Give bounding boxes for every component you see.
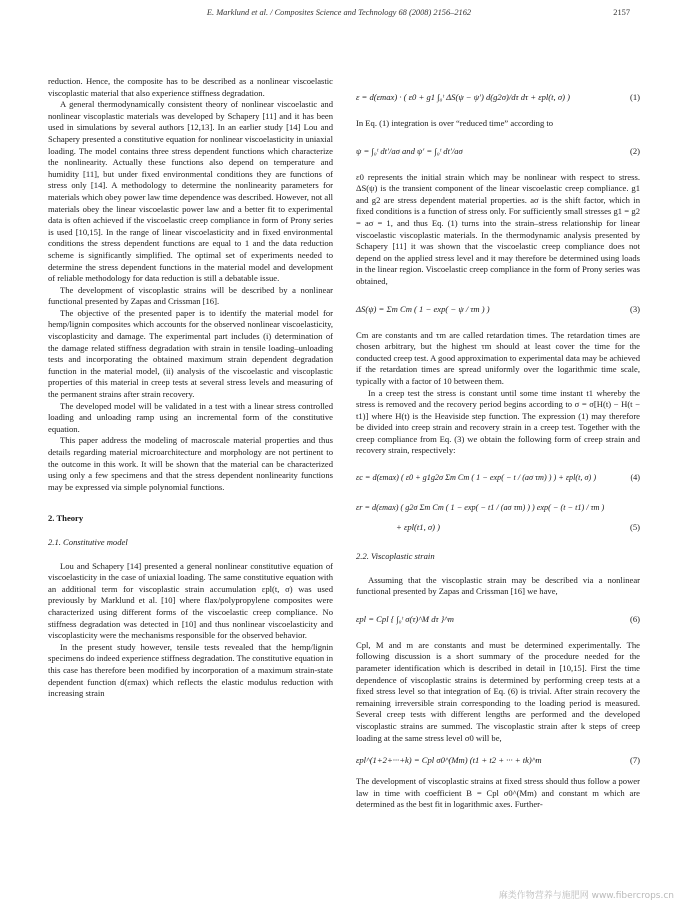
equation-body: εpl = Cpl { ∫₀ᵗ σ(τ)^M dτ }^m [356,613,455,624]
equation-body: ε = d(εmax) · ( ε0 + g1 ∫₀ᵗ ΔS(ψ − ψ′) d(g2σ)/dτ dτ + εpl(t, σ) ) [356,92,570,102]
equation-number: (5) [629,522,640,533]
paragraph: Assuming that the viscoplastic strain may be described via a nonlinear functional presented by Zapas and Crissman [16] we have, [356,574,640,597]
paragraph: In a creep test the stress is constant until some time instant t1 whereby the stress is removed and the recovery period begins according to σ = σ[H(t) − H(t − t1)] where H(t) is the Heaviside step function. The expression (1) may therefore be divided into creep strain and recovery strain in a creep test. Together with the creep compliance from Eq. (3) we obtain the following form of creep strain and recovery strain, respectively: [356,387,640,456]
paragraph: In Eq. (1) integration is over “reduced time” according to [356,118,554,128]
paragraph: The development of viscoplastic strains will be described by a nonlinear functional presented by Zapas and Crissman [16]. [48,284,333,307]
equation-3 [356,294,640,324]
right-column [356,76,640,811]
equation-body: εc = d(εmax) ( ε0 + g1g2σ Σm Cm ( 1 − exp( − t / (aσ τm) ) ) + εpl(t, σ) ) [356,473,597,483]
paragraph: reduction. Hence, the composite has to be described as a nonlinear viscoelastic viscoplastic material that also experience stiffness degradation. [48,76,333,98]
paragraph: This paper address the modeling of macroscale material properties and thus details regarding material microarchitecture and morphology are not pertinent to the outcome in this work. It will be shown that the material can be characterized using only a few specimens and that the stress dependent nonlinearity functions may be expressed via simple polynomial functions. [48,435,333,492]
equation-4 [356,463,640,493]
subsection-heading: 2.2. Viscoplastic strain [356,551,435,562]
equation-2 [356,136,640,166]
paragraph: In the present study however, tensile tests revealed that the hemp/lignin specimens do indeed experience stiffness degradation. The constitutive equation in this case has therefore been modified by incorporation of a maximum strain-state dependent function d(εmax) which reflects the elastic modulus reduction with increasing strain [48,641,333,699]
watermark-text: 麻类作物营养与施肥网 www.fibercrops.cn [498,891,674,901]
equation-body: ψ = ∫₀ᵗ dt′/aσ and ψ′ = ∫₀ᵗ dt′/aσ [356,145,463,156]
paragraph: A general thermodynamically consistent theory of nonlinear viscoelastic and nonlinear viscoplastic materials was developed by Schapery [11] and it has been used in simulations by several authors [12,13]. In an earlier study [14] Lou and Schapery presented a constitutive equation for nonlinear viscoelasticity in uniaxial loading. The model contains three stress dependent functions which characterize the nonlinearity. Actually these functions also depend on temperature and humidity [11], but under fixed environmental conditions they are functions of stress only [14]. A methodology to determine the nonlinearity parameters for materials which obey power law time dependence was described. However, not all materials obey the linear viscoelastic power law and a better fit to experimental data is often achieved if the viscoelastic creep compliance in form of Prony series is used [10,15]. In the range of linear viscoelasticity and in fixed environmental conditions the stress dependent functions are equal to 1 and the data reduction scheme is significantly simplified. The optimal set of experiments needed to determine the stress dependent functions in the material model and development of reliable methodology for data reduction is still a debatable issue. [48,99,333,284]
paragraph: Cm are constants and τm are called retardation times. The retardation times are chosen arbitrary, but the highest τm should at least cover the time for the conducted creep test. A good approximation to experimental data may be achieved if the retardation times are spread uniformly over the logarithmic time scale, typically with a factor of 10 between them. [356,329,640,386]
equation-body: εr = d(εmax) ( g2σ Σm Cm ( 1 − exp( − t1 / (aσ τm) ) ) exp( − (t − t1) / τm ) [356,503,605,513]
paragraph: Lou and Schapery [14] presented a general nonlinear constitutive equation of viscoelasticity in the case of uniaxial loading. The same constitutive equation with an additional term for viscoplastic strain accumulation εpl(t, σ) was used previously by Marklund et al. [10] where flax/polypropylene composites were characterized using different forms of the viscoelastic creep compliance. No stiffness degradation was detected in [10] and thus nonlinear viscoelasticity and viscoplasticity were the mechanisms responsible for the observed behavior. [48,560,333,641]
paragraph: The objective of the presented paper is to identify the material model for hemp/lignin composites which accounts for the observed nonlinear viscoelasticity, viscoplasticity and damage. The experimental part includes (i) determination of the damage related stiffness degradation with strain in tensile loading–unloading tests and incorporating the obtained maximum strain dependent degradation function in the material model, (ii) analysis of the viscoelastic and viscoplastic properties of this material in creep tests at several stress levels and measuring of the permanent strains after strain recovery. [48,307,333,400]
equation-body: εpl^(1+2+···+k) = Cpl σ0^(Mm) (t1 + t2 + ··· + tk)^m [356,755,542,766]
equation-number: (4) [630,473,640,483]
equation-1 [356,82,640,112]
equation-body: ΔS(ψ) = Σm Cm ( 1 − exp( − ψ / τm ) ) [356,303,490,314]
equation-7 [356,750,640,770]
subsection-heading: 2.1. Constitutive model [48,536,128,547]
running-title: E. Marklund et al. / Composites Science and Technology 68 (2008) 2156–2162 [206,8,472,17]
equation-5 [356,499,640,517]
paragraph: The developed model will be validated in a test with a linear stress controlled loading and unloading ramp using an incremental form of the constitutive equation. [48,400,333,434]
equation-6 [356,604,640,634]
equation-number: (3) [629,303,640,314]
paragraph: Cpl, M and m are constants and must be determined experimentally. The following discussion is a short summary of the procedure needed for the parameter identification which is described in detail in [10,15]. First the time dependence of viscoplastic strains is determined by performing creep tests at a fixed stress level so that integration of Eq. (6) is trivial. After strain recovery the remaining irreversible strain corresponding to the loading period is measured. Several creep tests with different lengths are performed and the developed viscoplastic strains are summed. The viscoplastic strain after k steps of creep loading at the same stress level σ0 will be, [356,639,640,743]
paragraph: The development of viscoplastic strains at fixed stress should thus follow a power law in time with coefficient B = Cpl σ0^(Mm) and constant m which are determined as the best fit in logarithmic axes. Further- [356,776,640,810]
equation-number: (1) [629,92,640,102]
running-header [48,8,630,22]
section-heading: 2. Theory [48,513,84,524]
left-column [48,76,333,700]
equation-number: (6) [629,613,640,624]
page-number: 2157 [613,8,630,17]
equation-5-continued [356,517,640,537]
equation-body: + εpl(t1, σ) ) [396,522,440,533]
equation-number: (2) [629,145,640,156]
equation-number: (7) [629,755,640,766]
paragraph: ε0 represents the initial strain which may be nonlinear with respect to stress. ΔS(ψ) is the transient component of the linear viscoelastic creep compliance. g1 and g2 are stress dependent material properties. aσ is the shift factor, which in fixed conditions is a function of stress only. For sufficiently small stresses g1 = g2 = aσ = 1, and thus Eq. (1) turns into the strain–stress relationship for linear viscoelastic viscoplastic materials. In the thermodynamic analysis presented by Schapery [11] it was shown that the viscoelastic creep compliance does not depend on the applied stress level and it may therefore be determined using loads in the linear region. Viscoelastic creep compliance in the form of Prony series was obtained, [356,171,640,286]
